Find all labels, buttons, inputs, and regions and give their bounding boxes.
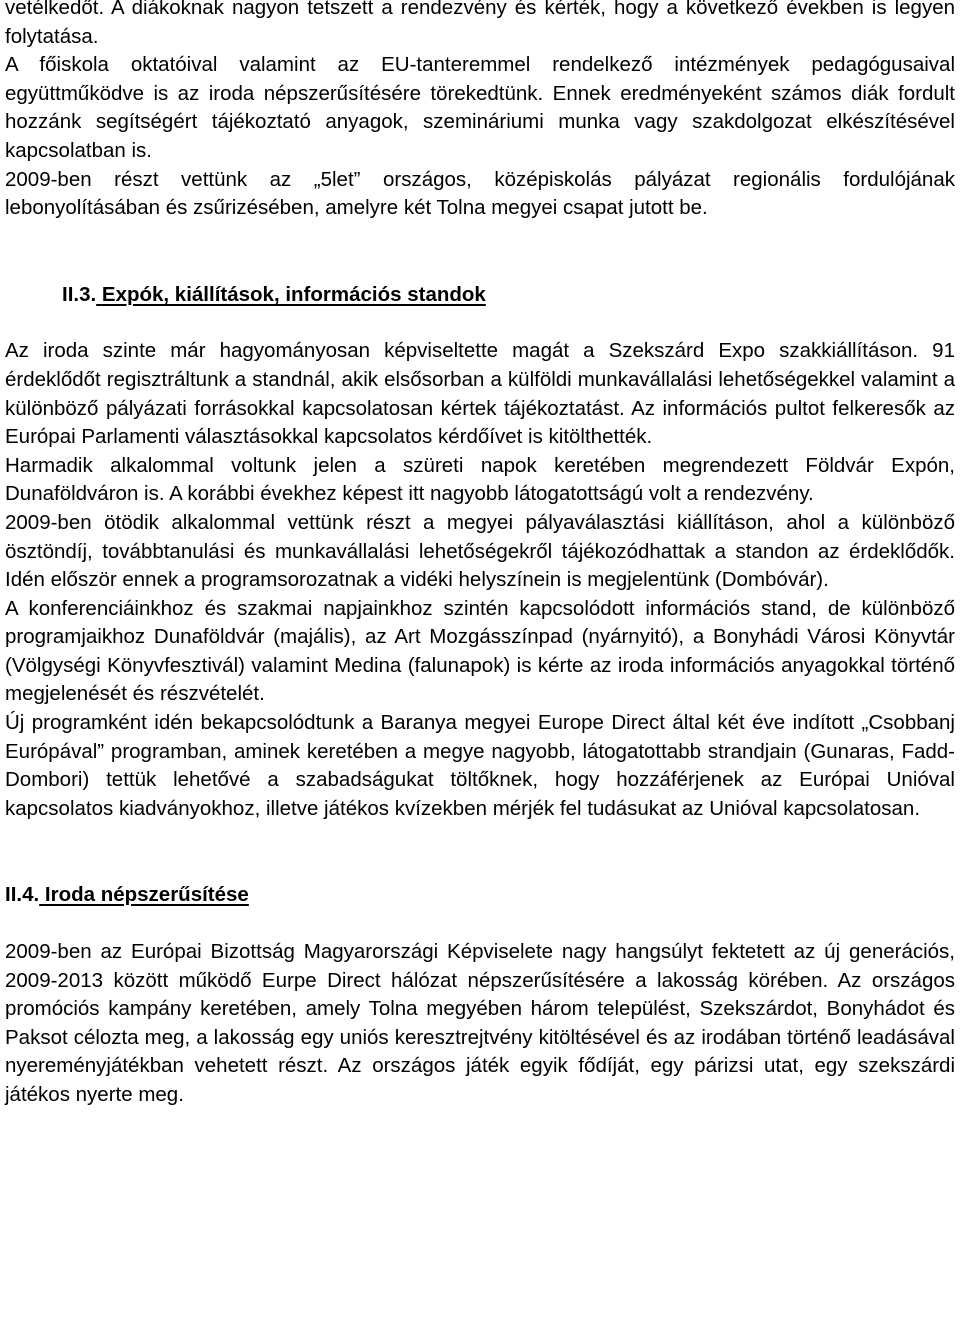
paragraph: Új programként idén bekapcsolódtunk a Baranya megyei Europe Direct által két éve indított „Csobbanj Európával” programban, aminek keretében a megye nagyobb, látogatottabb strandjain (Gunaras, Fadd-Dombori) tettük lehetővé a szabadságukat töltőknek, hogy hozzáférjenek az Európai Unióval kapcsolatos kiadványokhoz, illetve játékos kvízekben mérjék fel tudásukat az Unióval kapcsolatosan.: [5, 711, 955, 820]
paragraph: vetélkedőt. A diákoknak nagyon tetszett a rendezvény és kérték, hogy a következő években is legyen folytatása.: [5, 0, 955, 48]
section-number: II.4.: [5, 883, 40, 907]
section-heading-expo: [5, 281, 955, 310]
paragraph: 2009-ben ötödik alkalommal vettünk részt a megyei pályaválasztási kiállításon, ahol a különböző ösztöndíj, továbbtanulási és munkavállalási lehetőségekről tájékozódhattak a standon az érdeklődők. Idén először ennek a programsorozatnak a vidéki helyszínein is megjelentünk (Dombóvár).: [5, 510, 955, 592]
spacer: [5, 823, 955, 881]
spacer: [5, 223, 955, 281]
paragraph: 2009-ben az Európai Bizottság Magyarországi Képviselete nagy hangsúlyt fektetett az új generációs, 2009-2013 között működő Eurpe Direct hálózat népszerűsítésére a lakosság körében. Az országos promóciós kampány keretében, amely Tolna megyében három települést, Szekszárdot, Bonyhádot és Paksot célozta meg, a lakosság egy uniós keresztrejtvény kitöltésével és az irodában történő leadásával nyereményjátékban vehetett részt. Az országos játék egyik fődíját, egy párizsi utat, egy szekszárdi játékos nyerte meg.: [5, 940, 955, 1106]
paragraph: 2009-ben részt vettünk az „5let” országos, középiskolás pályázat regionális fordulójának lebonyolításában és zsűrizésében, amelyre két Tolna megyei csapat jutott be.: [5, 167, 955, 220]
section-heading-pr: [5, 881, 955, 910]
intro-section: [5, 0, 955, 223]
document-page: [5, 0, 955, 1110]
spacer: [5, 910, 955, 938]
paragraph: Az iroda szinte már hagyományosan képviseltette magát a Szekszárd Expo szakkiállításon. 91 érdeklődőt regisztráltunk a standnál, akik elsősorban a külföldi munkavállalási lehetőségekkel valamint a különböző pályázati forrásokkal kapcsolatosan kértek tájékoztatást. Az információs pultot felkeresők az Európai Parlamenti választásokkal kapcsolatos kérdőívet is kitölthették.: [5, 339, 955, 449]
expo-section: [5, 337, 955, 823]
section-title: Expók, kiállítások, információs standok: [101, 282, 486, 306]
spacer: [5, 309, 955, 337]
paragraph: A főiskola oktatóival valamint az EU-tanteremmel rendelkező intézmények pedagógusaival együttműködve is az iroda népszerűsítésére törekedtünk. Ennek eredményeként számos diák fordult hozzánk segítségért tájékoztató anyagok, szemináriumi munka vagy szakdolgozat elkészítésével kapcsolatban is.: [5, 53, 955, 162]
paragraph: Harmadik alkalommal voltunk jelen a szüreti napok keretében megrendezett Földvár Expón, Dunaföldváron is. A korábbi évekhez képest itt nagyobb látogatottságú volt a rendezvény.: [5, 453, 955, 506]
pr-section: [5, 938, 955, 1110]
paragraph: A konferenciáinkhoz és szakmai napjainkhoz szintén kapcsolódott információs stand, de különböző programjaikhoz Dunaföldvár (majális), az Art Mozgásszínpad (nyárnyitó), a Bonyhádi Városi Könyvtár (Völgységi Könyvfesztivál) valamint Medina (falunapok) is kérte az iroda információs anyagokkal történő megjelenését és részvételét.: [5, 596, 955, 706]
section-number: II.3.: [62, 282, 97, 306]
section-title: Iroda népszerűsítése: [44, 883, 249, 907]
